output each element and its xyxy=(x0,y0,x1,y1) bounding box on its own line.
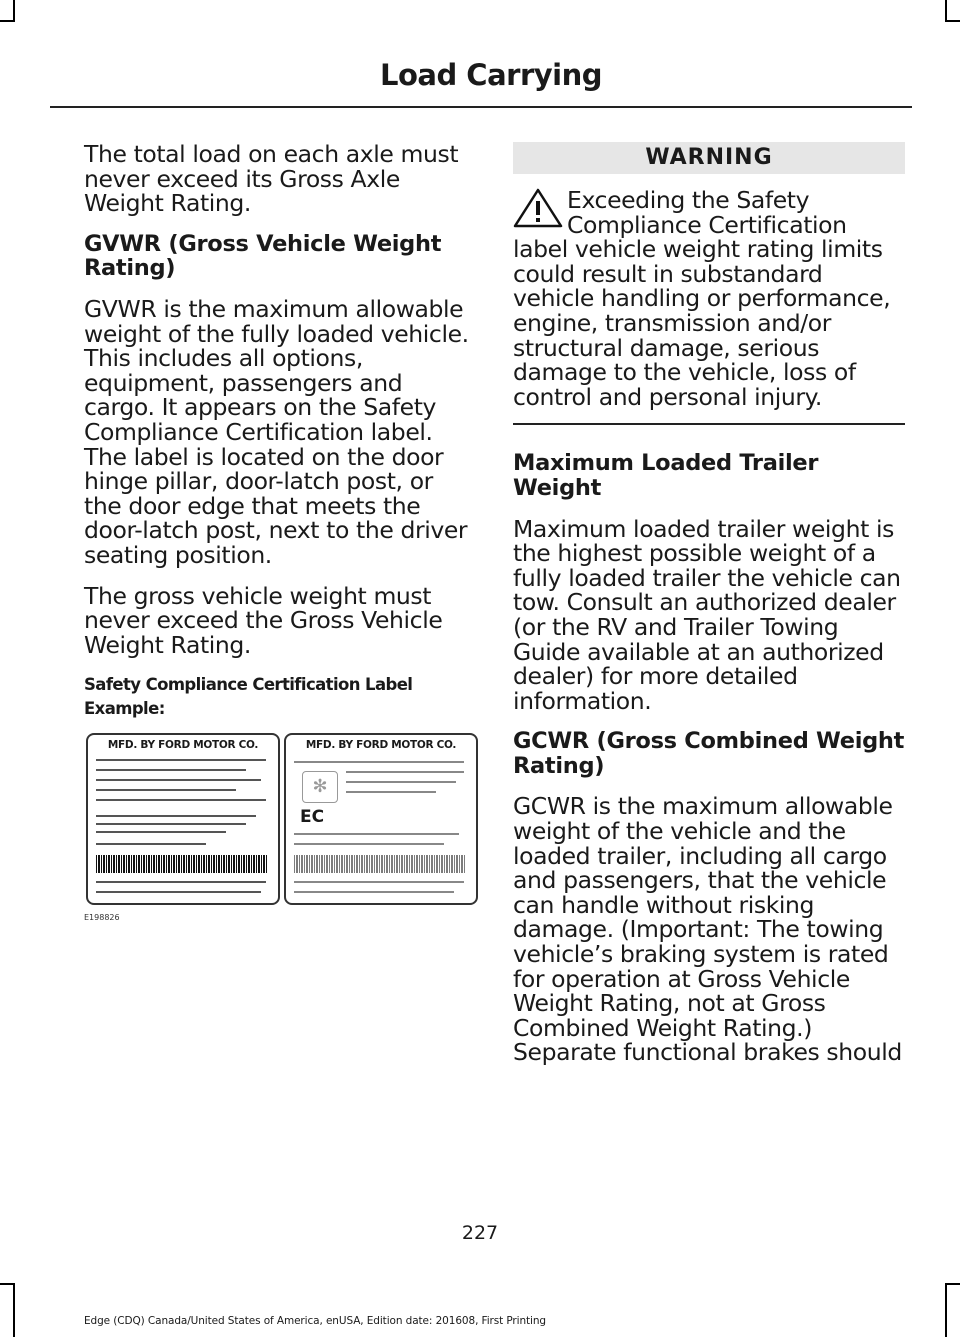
crop-mark xyxy=(945,1283,960,1285)
warning-title: WARNING xyxy=(513,142,905,174)
label-text-line xyxy=(294,891,454,893)
label-text-line xyxy=(294,761,464,763)
certification-label-illustration xyxy=(84,733,478,955)
crop-mark xyxy=(945,0,947,22)
label-text-line xyxy=(96,831,226,833)
gvwr-paragraph: GVWR is the maximum allowable weight of the fully loaded vehicle. This includes all options, equipment, passengers and cargo. It appears on the Safety Compliance Certification label. The label is located on the door hinge pillar, door-latch post, or the door edge that meets the door-latch post, next to the driver seating position. xyxy=(84,294,469,569)
gcwr-paragraph: GCWR is the maximum allowable weight of the vehicle and the loaded trailer, including all cargo and passengers, that the vehicle can handle without risking damage. (Important: The towing vehicle’s braking system is rated for operation at Gross Vehicle Weight Rating, not at Gross Combined Weight Rating.) Separate functional brakes should xyxy=(513,792,902,1067)
label-caption-title: Safety Compliance Certification Label xyxy=(84,675,413,695)
page-title: Load Carrying xyxy=(379,58,602,92)
crop-mark xyxy=(0,20,15,22)
crop-mark xyxy=(0,1283,15,1285)
certification-label-us xyxy=(86,733,280,905)
barcode xyxy=(96,855,268,873)
crop-mark xyxy=(13,1283,15,1337)
label-text-line xyxy=(346,791,436,793)
label-ec-mark: EC xyxy=(300,807,325,828)
label-us-title: MFD. BY FORD MOTOR CO. xyxy=(107,739,259,752)
barcode xyxy=(294,855,466,873)
label-text-line xyxy=(96,779,261,781)
label-canada-title: MFD. BY FORD MOTOR CO. xyxy=(305,739,457,752)
label-text-line xyxy=(294,833,459,835)
crop-mark xyxy=(13,0,15,22)
label-text-line xyxy=(96,891,261,893)
crop-mark xyxy=(945,20,960,22)
warning-body xyxy=(513,188,905,425)
right-column xyxy=(513,142,905,1081)
edition-footer: Edge (CDQ) Canada/United States of America, enUSA, Edition date: 201608, First Printing xyxy=(84,1315,546,1327)
image-id: E198826 xyxy=(84,913,120,923)
label-text-line xyxy=(96,815,256,817)
label-text-line xyxy=(96,799,266,801)
warning-box xyxy=(513,142,905,425)
label-caption xyxy=(84,673,476,721)
label-text-line xyxy=(96,881,266,883)
page-number: 227 xyxy=(461,1222,499,1244)
label-text-line xyxy=(346,781,456,783)
warning-text: Exceeding the Safety Compliance Certification label vehicle weight rating limits could result in substandard vehicle handling or performance, engine, transmission and/or structural damage, serious damage to the vehicle, loss of control and personal injury. xyxy=(513,186,891,411)
label-caption-example: Example: xyxy=(84,699,165,719)
gross-weight-paragraph: The gross vehicle weight must never exceed the Gross Vehicle Weight Rating. xyxy=(84,581,443,659)
trailer-weight-paragraph: Maximum loaded trailer weight is the highest possible weight of a fully loaded trailer the vehicle can tow. Consult an authorized dealer (or the RV and Trailer Towing Guide available at an authorized dealer) for more detailed information. xyxy=(513,514,901,715)
left-column xyxy=(84,142,476,955)
label-text-line xyxy=(96,789,236,791)
label-text-line xyxy=(96,759,266,761)
label-text-line xyxy=(96,823,246,825)
label-text-line xyxy=(96,769,246,771)
header-rule xyxy=(50,106,912,108)
label-text-line xyxy=(294,881,464,883)
gcwr-heading: GCWR (Gross Combined Weight Rating) xyxy=(513,728,905,779)
maple-leaf-icon: ✻ xyxy=(302,771,338,803)
crop-mark xyxy=(945,1283,947,1337)
label-text-line xyxy=(96,843,206,845)
trailer-weight-heading: Maximum Loaded Trailer Weight xyxy=(513,450,819,501)
warning-triangle-icon xyxy=(513,188,563,228)
label-text-line xyxy=(346,771,464,773)
certification-label-canada xyxy=(284,733,478,905)
gvwr-heading: GVWR (Gross Vehicle Weight Rating) xyxy=(84,230,442,282)
axle-paragraph: The total load on each axle must never exceed its Gross Axle Weight Rating. xyxy=(84,140,459,218)
label-text-line xyxy=(294,843,444,845)
